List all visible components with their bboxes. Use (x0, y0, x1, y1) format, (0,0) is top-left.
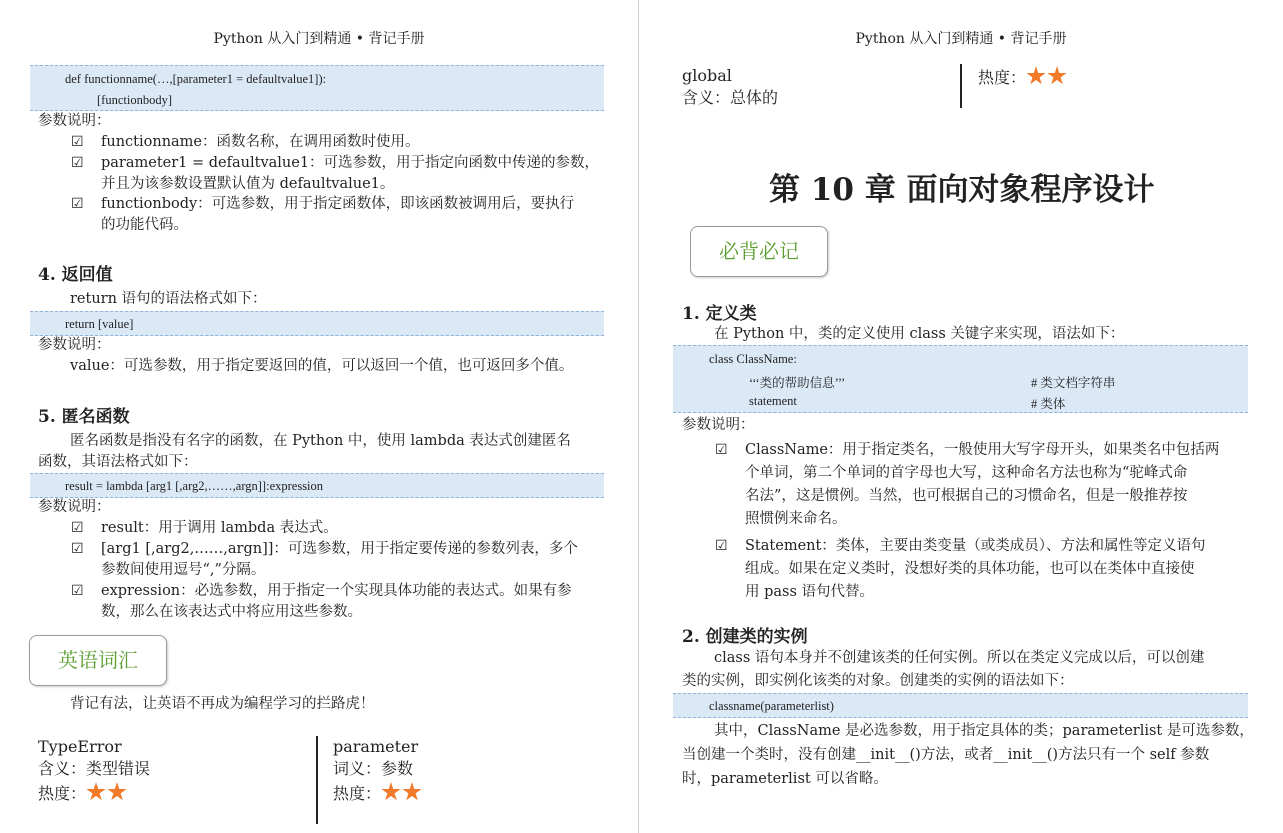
param-item: [arg1 [,arg2,……,argn]]：可选参数，用于指定要传递的参数列表，多个 (101, 541, 578, 557)
body-text: return 语句的语法格式如下： (70, 291, 267, 307)
checkbox-icon: ☑ (71, 196, 84, 212)
star-icon (381, 782, 401, 802)
code-line: ‘‘‘类的帮助信息’’’ (749, 376, 846, 390)
checkbox-icon: ☑ (71, 583, 84, 599)
code-line: result = lambda [arg1 [,arg2,……,argn]]:expression (65, 479, 324, 493)
params-label: 参数说明： (682, 417, 755, 433)
params-label: 参数说明： (38, 337, 111, 353)
checkbox-icon: ☑ (71, 520, 84, 536)
code-line: classname(parameterlist) (709, 699, 834, 713)
code-block-class (673, 345, 1248, 413)
heat-label: 热度： (333, 784, 382, 803)
vocab-divider (960, 64, 962, 108)
param-item: expression：必选参数，用于指定一个实现具体功能的表达式。如果有参 (101, 583, 572, 599)
heat-label: 热度： (978, 68, 1027, 87)
star-icon (1047, 66, 1067, 86)
section-badge: 英语词汇 (29, 635, 167, 686)
param-item-cont: 个单词，第二个单词的首字母也大写，这种命名方法也称为“驼峰式命 (745, 465, 1188, 481)
param-item: Statement：类体，主要由类变量（或类成员）、方法和属性等定义语句 (745, 538, 1206, 554)
star-icon (1026, 66, 1046, 86)
vocab-word: TypeError (38, 737, 122, 756)
vocab-heat (38, 782, 128, 805)
code-block-return (30, 311, 604, 336)
param-item-cont: 数，那么在该表达式中将应用这些参数。 (101, 604, 362, 620)
vocab-meaning: 含义：总体的 (682, 88, 779, 107)
params-label: 参数说明： (38, 113, 111, 129)
checkbox-icon: ☑ (71, 541, 84, 557)
param-item-cont: 照惯例来命名。 (745, 511, 847, 527)
body-text: 匿名函数是指没有名字的函数，在 Python 中，使用 lambda 表达式创建匿名 (70, 433, 571, 449)
chapter-title: 第 10 章 面向对象程序设计 (769, 172, 1155, 208)
vocab-heat (333, 782, 423, 805)
body-text: 函数，其语法格式如下： (38, 454, 198, 470)
section-title: 4. 返回值 (38, 265, 113, 285)
right-page (639, 0, 1283, 833)
vocab-divider (316, 736, 318, 824)
code-line: [functionbody] (97, 93, 172, 107)
code-block-instance (673, 693, 1248, 718)
vocab-word: global (682, 66, 732, 85)
body-text: 时，parameterlist 可以省略。 (682, 771, 888, 787)
param-item: value：可选参数，用于指定要返回的值，可以返回一个值，也可返回多个值。 (70, 358, 574, 374)
param-item: functionname：函数名称，在调用函数时使用。 (101, 134, 420, 150)
param-item: ClassName：用于指定类名，一般使用大写字母开头，如果类名中包括两 (745, 442, 1220, 458)
param-item-cont: 组成。如果在定义类时，没想好类的具体功能，也可以在类体中直接使 (745, 561, 1195, 577)
code-line: class ClassName: (709, 352, 797, 366)
star-icon (402, 782, 422, 802)
vocab-word: parameter (333, 737, 419, 756)
param-item-cont: 并且为该参数设置默认值为 defaultvalue1。 (101, 176, 395, 192)
param-item: functionbody：可选参数，用于指定函数体，即该函数被调用后，要执行 (101, 196, 575, 212)
param-item-cont: 的功能代码。 (101, 217, 188, 233)
checkbox-icon: ☑ (715, 442, 728, 458)
code-block-lambda (30, 473, 604, 498)
section-title: 1. 定义类 (682, 304, 757, 324)
checkbox-icon: ☑ (71, 155, 84, 171)
body-text: 类的实例，即实例化该类的对象。创建类的实例的语法如下： (682, 673, 1074, 689)
checkbox-icon: ☑ (71, 134, 84, 150)
page-header: Python 从入门到精通 • 背记手册 (855, 31, 1067, 47)
param-item-cont: 名法”，这是惯例。当然，也可根据自己的习惯命名，但是一般推荐按 (745, 488, 1188, 504)
body-text: 当创建一个类时，没有创建__init__()方法，或者__init__()方法只有一个 self 参数 (682, 747, 1210, 763)
code-line: statement (749, 394, 797, 408)
param-item-cont: 用 pass 语句代替。 (745, 584, 875, 600)
vocab-heat (978, 66, 1068, 89)
checkbox-icon: ☑ (715, 538, 728, 554)
body-text: class 语句本身并不创建该类的任何实例。所以在类定义完成以后，可以创建 (714, 650, 1205, 666)
code-comment: # 类文档字符串 (1031, 376, 1116, 390)
body-text: 在 Python 中，类的定义使用 class 关键字来实现，语法如下： (714, 326, 1125, 342)
star-icon (86, 782, 106, 802)
left-page (0, 0, 638, 833)
param-item: parameter1 = defaultvalue1：可选参数，用于指定向函数中传递的参数， (101, 155, 600, 171)
section-title: 2. 创建类的实例 (682, 627, 808, 647)
section-title: 5. 匿名函数 (38, 407, 130, 427)
vocab-meaning: 词义：参数 (333, 759, 414, 778)
params-label: 参数说明： (38, 499, 111, 515)
heat-label: 热度： (38, 784, 87, 803)
param-item: result：用于调用 lambda 表达式。 (101, 520, 338, 536)
vocab-intro: 背记有法，让英语不再成为编程学习的拦路虎！ (70, 696, 375, 712)
code-block-def (30, 65, 604, 111)
code-comment: # 类体 (1031, 397, 1066, 411)
vocab-meaning: 含义：类型错误 (38, 759, 151, 778)
star-icon (107, 782, 127, 802)
code-line: def functionname(…,[parameter1 = defaultvalue1]): (65, 72, 327, 86)
code-line: return [value] (65, 317, 134, 331)
section-badge: 必背必记 (690, 226, 828, 277)
body-text: 其中，ClassName 是必选参数，用于指定具体的类；parameterlist 是可选参数， (714, 723, 1254, 739)
param-item-cont: 参数间使用逗号“,”分隔。 (101, 562, 266, 578)
page-header: Python 从入门到精通 • 背记手册 (213, 31, 425, 47)
